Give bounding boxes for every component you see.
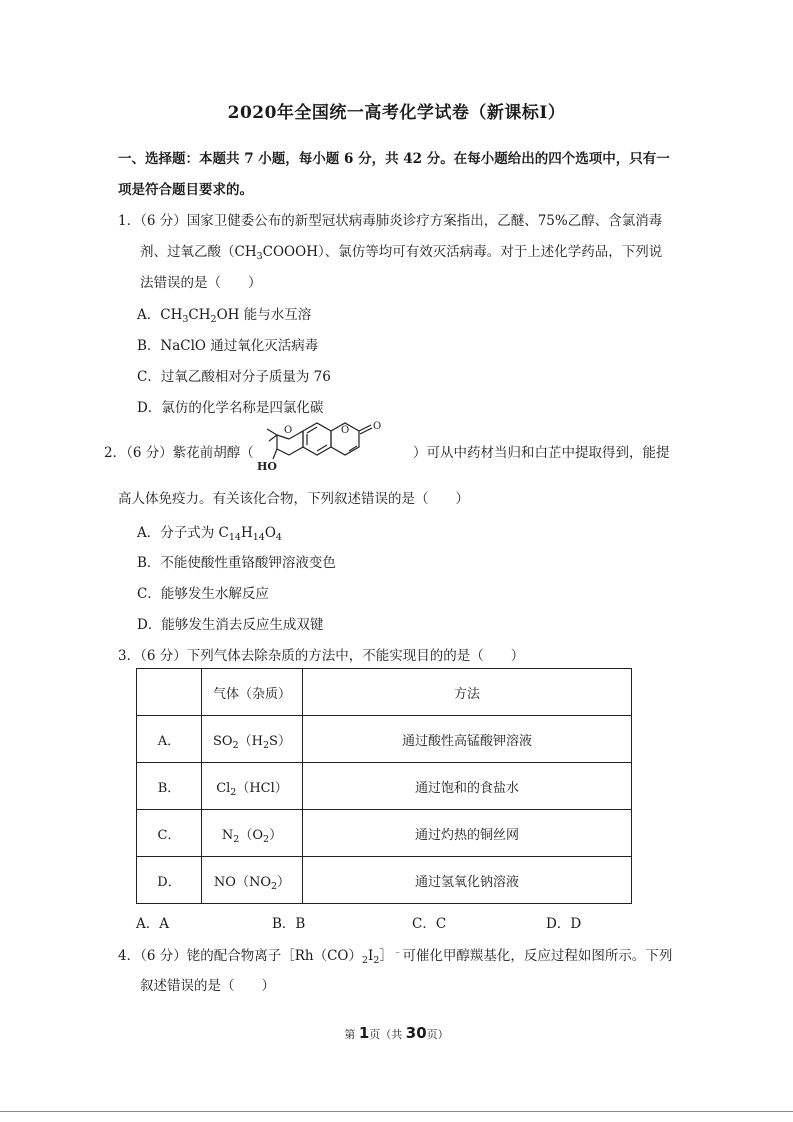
page-footer: 第 1页（共 30页） xyxy=(344,1024,449,1042)
q2-stem-line-2: 高人体免疫力。有关该化合物，下列叙述错误的是（ ） xyxy=(118,491,469,507)
q4-stem-line-1: 4．（6 分）铑的配合物离子$[Rh(CO)_2I_2]^﹣$可催化甲醇羰基化，反应过程如图所示。下列 xyxy=(118,947,673,966)
row-label: A． xyxy=(137,716,202,763)
q2-option-d[interactable]: D．能够发生消去反应生成双键 xyxy=(137,617,324,633)
q3-option-a[interactable]: A．A xyxy=(136,916,169,932)
method-cell: 通过酸性高锰酸钾溶液 xyxy=(303,716,632,763)
gas-cell: $Cl_2(HCl)$ xyxy=(202,763,303,810)
table-header-cell xyxy=(137,669,202,716)
section-heading-line-1: 一、选择题：本题共 7 小题，每小题 6 分，共 42 分。在每小题给出的四个选项中，只有一 xyxy=(118,151,670,167)
q2-option-c[interactable]: C．能够发生水解反应 xyxy=(137,586,269,602)
hydroxyl-label: HO xyxy=(257,460,277,473)
gas-cell: $SO_2(H_2S)$ xyxy=(202,716,303,763)
table-row xyxy=(137,810,632,857)
q2-stem-line-1a: 2．（6 分）紫花前胡醇（ xyxy=(104,445,254,461)
bottom-divider xyxy=(0,1111,793,1112)
q4-stem-line-2: 叙述错误的是（ ） xyxy=(140,978,275,994)
q1-option-c[interactable]: C．过氧乙酸相对分子质量为 76 xyxy=(137,369,331,385)
table-header-row xyxy=(137,669,632,716)
method-cell: 通过氢氧化钠溶液 xyxy=(303,857,632,904)
table-header-cell: 气体（杂质） xyxy=(202,669,303,716)
section-heading-line-2: 项是符合题目要求的。 xyxy=(118,182,253,198)
table-row xyxy=(137,857,632,904)
carbonyl-oxygen-label: O xyxy=(373,421,382,432)
q3-table xyxy=(136,668,632,904)
gas-cell: $NO(NO_2)$ xyxy=(202,857,303,904)
method-cell: 通过饱和的食盐水 xyxy=(303,763,632,810)
ring-oxygen-label: O xyxy=(284,425,293,436)
q1-stem-line-3: 法错误的是（ ） xyxy=(140,275,262,291)
q1-option-b[interactable]: B．NaClO 通过氧化灭活病毒 xyxy=(137,338,319,354)
lactone-oxygen-label: O xyxy=(341,425,350,436)
q1-stem-line-1: 1．（6 分）国家卫健委公布的新型冠状病毒肺炎诊疗方案指出，乙醚、75%乙醇、含氯消毒 xyxy=(118,213,663,229)
q3-stem: 3．（6 分）下列气体去除杂质的方法中，不能实现目的的是（ ） xyxy=(118,648,525,664)
page-title: 2020年全国统一高考化学试卷（新课标Ⅰ） xyxy=(227,103,566,123)
table-row xyxy=(137,716,632,763)
q1-option-a[interactable]: A．$CH_3CH_2OH$ 能与水互溶 xyxy=(137,307,312,325)
q2-option-b[interactable]: B．不能使酸性重铬酸钾溶液变色 xyxy=(137,555,336,571)
page-total: 30 xyxy=(405,1024,427,1042)
q1-stem-line-2: 剂、过氧乙酸$(CH_3COOOH)$、氯仿等均可有效灭活病毒。对于上述化学药品，下列说 xyxy=(140,244,663,262)
q3-option-d[interactable]: D．D xyxy=(546,916,582,932)
row-label: B． xyxy=(137,763,202,810)
table-header-cell: 方法 xyxy=(303,669,632,716)
row-label: D． xyxy=(137,857,202,904)
q1-option-d[interactable]: D．氯仿的化学名称是四氯化碳 xyxy=(137,400,324,416)
q3-option-c[interactable]: C．C xyxy=(412,916,447,932)
q2-stem-line-1b: ）可从中药材当归和白芷中提取得到，能提 xyxy=(413,445,670,461)
table-row xyxy=(137,763,632,810)
page-number: 1 xyxy=(358,1024,370,1042)
gas-cell: $N_2(O_2)$ xyxy=(202,810,303,857)
q3-option-b[interactable]: B．B xyxy=(272,916,306,932)
structure-formula-image xyxy=(253,421,411,475)
row-label: C． xyxy=(137,810,202,857)
method-cell: 通过灼热的铜丝网 xyxy=(303,810,632,857)
q2-option-a[interactable]: A．分子式为 $C_{14}H_{14}O_4$ xyxy=(137,525,282,543)
